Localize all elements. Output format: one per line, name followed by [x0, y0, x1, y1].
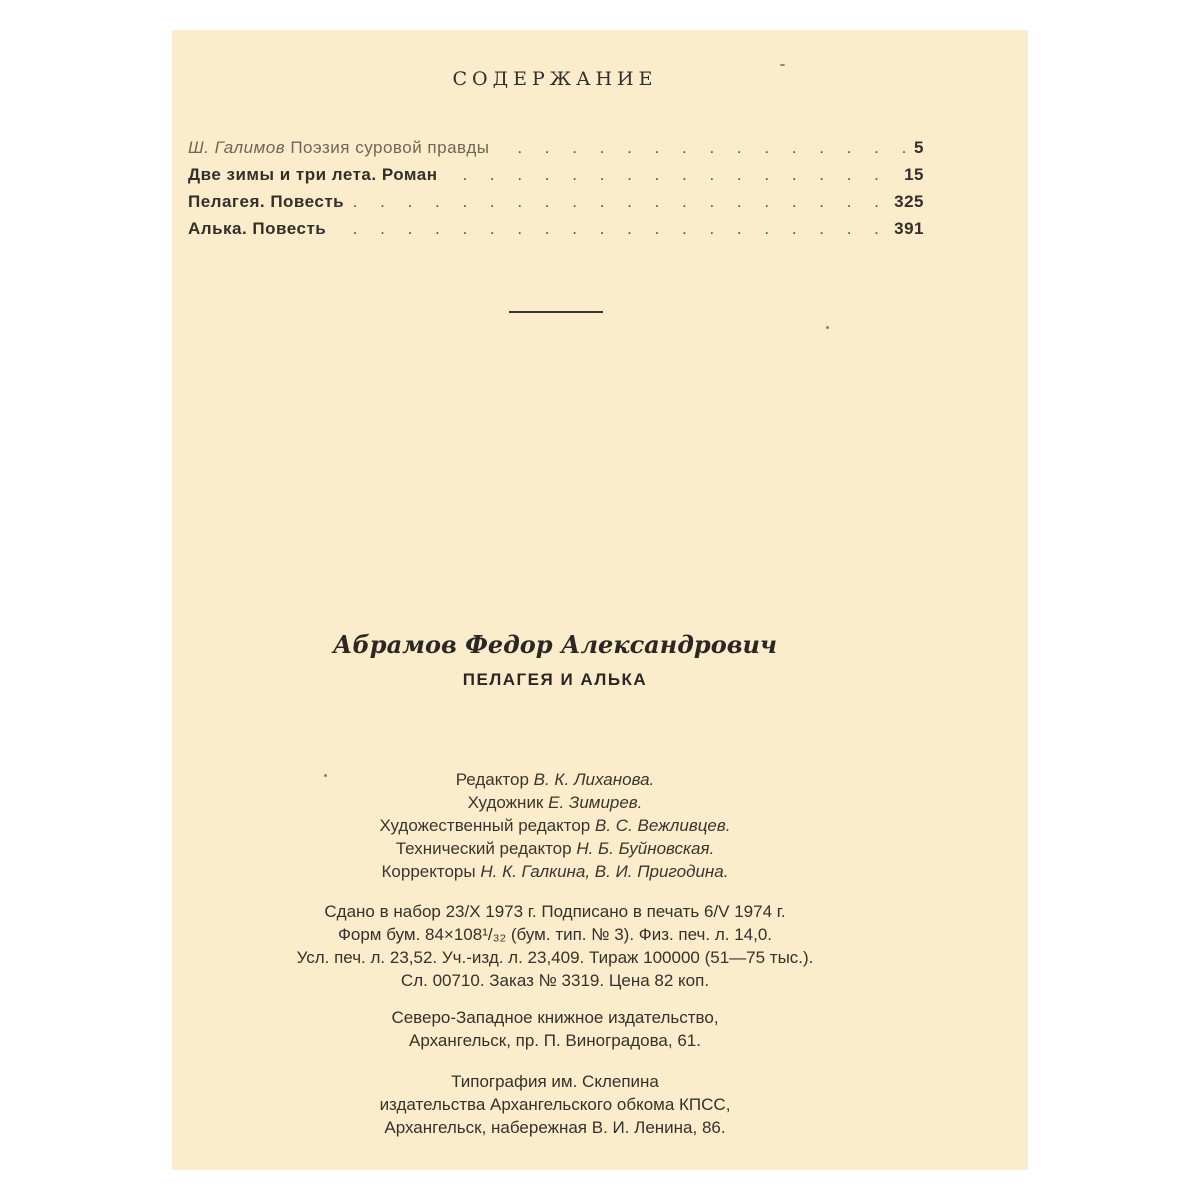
toc-entry [188, 215, 924, 242]
credits-block [172, 768, 938, 883]
toc-entry [188, 188, 924, 215]
credit-name: Н. Б. Буйновская. [576, 839, 715, 858]
toc-entry-page: 391 [886, 215, 924, 242]
imprint-line: Сдано в набор 23/X 1973 г. Подписано в печать 6/V 1974 г. [324, 902, 786, 921]
credit-name: В. К. Лиханова. [533, 770, 655, 789]
credit-name: Е. Зимирев. [548, 793, 643, 812]
publisher-line: Северо-Западное книжное издательство, [391, 1008, 719, 1027]
toc-entry-title: Две зимы и три лета. Роман [188, 165, 445, 184]
section-divider [509, 311, 603, 313]
toc-entry-page: 325 [886, 188, 924, 215]
printer-line: Архангельск, набережная В. И. Ленина, 86. [384, 1118, 726, 1137]
imprint-line: Усл. печ. л. 23,52. Уч.-изд. л. 23,409. Тираж 100000 (51—75 тыс.). [296, 948, 814, 967]
credit-line [172, 791, 938, 814]
toc-entry-title: Пелагея. Повесть [188, 192, 352, 211]
toc-entry-author: Ш. Галимов [188, 138, 286, 157]
credit-role: Художественный редактор [379, 816, 591, 835]
credit-line [172, 814, 938, 837]
toc-entry [188, 161, 924, 188]
book-page [172, 30, 1028, 1170]
toc-entry-title: Алька. Повесть [188, 219, 334, 238]
credit-role: Корректоры [381, 862, 476, 881]
credit-role: Художник [467, 793, 544, 812]
toc-entry-page: 5 [906, 134, 924, 161]
printer-line: Типография им. Склепина [451, 1072, 659, 1091]
printer-block [172, 1070, 938, 1139]
book-title: ПЕЛАГЕЯ И АЛЬКА [462, 670, 648, 689]
imprint-block [172, 900, 938, 992]
publisher-line: Архангельск, пр. П. Виноградова, 61. [409, 1031, 701, 1050]
credit-role: Технический редактор [395, 839, 572, 858]
paper-speck [324, 774, 327, 777]
credit-role: Редактор [455, 770, 529, 789]
imprint-line: Сл. 00710. Заказ № 3319. Цена 82 коп. [400, 971, 710, 990]
paper-speck [826, 326, 829, 329]
toc-entry [188, 134, 924, 161]
printer-line: издательства Архангельского обкома КПСС, [379, 1095, 731, 1114]
toc-entry-page: 15 [896, 161, 924, 188]
credit-name: В. С. Вежливцев. [594, 816, 731, 835]
paper-speck [780, 64, 785, 66]
toc-entry-text [188, 138, 498, 157]
imprint-line: Форм бум. 84×108¹/₃₂ (бум. тип. № 3). Физ. печ. л. 14,0. [337, 925, 773, 944]
credit-name: Н. К. Галкина, В. И. Пригодина. [480, 862, 729, 881]
credit-line [172, 768, 938, 791]
contents-heading: СОДЕРЖАНИЕ [452, 68, 658, 90]
toc-entry-title: Поэзия суровой правды [290, 138, 490, 157]
credit-line [172, 860, 938, 883]
publisher-block [172, 1006, 938, 1052]
book-author: Абрамов Федор Александрович [332, 630, 778, 659]
credit-line [172, 837, 938, 860]
table-of-contents [188, 134, 924, 242]
